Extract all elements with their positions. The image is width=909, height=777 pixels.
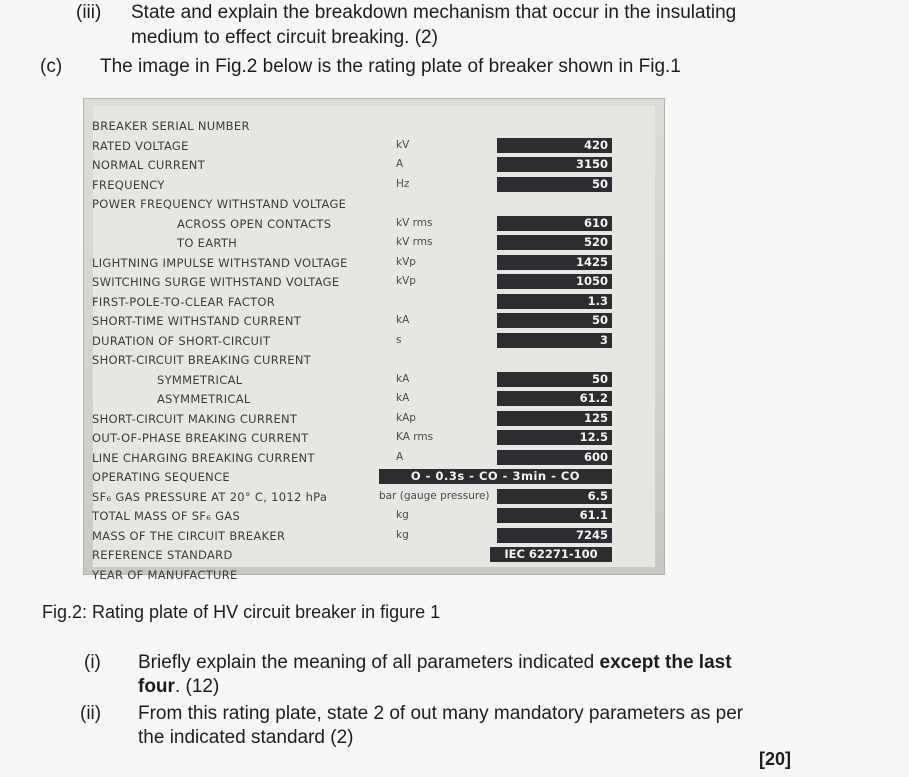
plate-row-unit: A — [396, 158, 404, 170]
plate-row-value: 50 — [497, 372, 612, 387]
plate-row-label: NORMAL CURRENT — [92, 158, 206, 172]
plate-row-value: 50 — [497, 313, 612, 328]
plate-row-label: OUT-OF-PHASE BREAKING CURRENT — [92, 431, 309, 445]
question-c — [0, 54, 909, 80]
figure-caption: Fig.2: Rating plate of HV circuit breaker in figure 1 — [42, 602, 441, 622]
plate-row-unit: Hz — [396, 177, 410, 190]
plate-row-label: ACROSS OPEN CONTACTS — [177, 216, 332, 231]
rating-plate-image — [83, 98, 665, 582]
plate-row-value: 1.3 — [497, 294, 612, 309]
question-c-number: (c) — [40, 56, 63, 77]
plate-row-value: 3150 — [497, 157, 612, 172]
plate-row-label: DURATION OF SHORT-CIRCUIT — [92, 333, 271, 348]
plate-row — [83, 332, 665, 350]
plate-row-value: 610 — [497, 216, 612, 231]
plate-row-value: O - 0.3s - CO - 3min - CO — [379, 469, 612, 484]
plate-row — [83, 176, 665, 194]
plate-row-value: 50 — [497, 177, 612, 192]
plate-row-label: POWER FREQUENCY WITHSTAND VOLTAGE — [92, 197, 347, 211]
question-i-line1 — [138, 651, 732, 675]
plate-row-label: RATED VOLTAGE — [92, 138, 189, 153]
question-c-text: The image in Fig.2 below is the rating plate of breaker shown in Fig.1 — [100, 56, 681, 77]
plate-row — [83, 293, 665, 311]
plate-row-unit: kA — [396, 372, 410, 385]
plate-row-unit: kAp — [396, 411, 416, 424]
plate-row-unit: KA rms — [396, 431, 434, 443]
plate-row — [83, 546, 665, 564]
plate-row — [83, 234, 665, 252]
total-marks: [20] — [758, 749, 791, 769]
plate-row-unit: s — [396, 333, 402, 346]
plate-row-value: 61.2 — [497, 391, 612, 406]
plate-row — [83, 566, 665, 584]
plate-row-label: ASYMMETRICAL — [157, 392, 251, 406]
plate-row-label: FREQUENCY — [92, 177, 165, 192]
plate-row-unit: kV — [396, 138, 410, 151]
question-i-tail: . (12) — [174, 676, 220, 697]
plate-row-label: SWITCHING SURGE WITHSTAND VOLTAGE — [92, 275, 340, 289]
plate-row — [83, 468, 665, 486]
plate-row — [83, 273, 665, 291]
plate-row — [83, 137, 665, 155]
question-ii-number: (ii) — [80, 703, 102, 724]
plate-row-value: 12.5 — [497, 430, 612, 445]
plate-row-unit: kVp — [396, 275, 416, 287]
plate-row — [83, 254, 665, 272]
plate-row — [83, 371, 665, 389]
question-i-number: (i) — [84, 652, 101, 673]
plate-row — [83, 312, 665, 330]
plate-row-label: SHORT-CIRCUIT MAKING CURRENT — [92, 411, 298, 426]
question-i-text: Briefly explain the meaning of all parameters indicated — [138, 652, 600, 673]
plate-row-value: 420 — [497, 138, 612, 153]
plate-row-value: IEC 62271-100 — [490, 547, 612, 562]
plate-row-value: 1425 — [497, 255, 612, 270]
plate-row-label: LINE CHARGING BREAKING CURRENT — [92, 450, 315, 465]
question-i-emphasis2: four — [138, 676, 175, 697]
plate-row-label: REFERENCE STANDARD — [92, 548, 233, 562]
plate-row — [83, 390, 665, 408]
plate-row-unit: kg — [396, 528, 409, 541]
plate-row-label: BREAKER SERIAL NUMBER — [92, 119, 250, 133]
plate-row-unit: kV rms — [396, 236, 433, 248]
question-ii-line1: From this rating plate, state 2 of out many mandatory parameters as per — [138, 703, 744, 724]
plate-row-value: 1050 — [497, 274, 612, 289]
plate-row-unit: kV rms — [396, 216, 433, 229]
plate-row-label: FIRST-POLE-TO-CLEAR FACTOR — [92, 294, 276, 309]
plate-row — [83, 351, 665, 369]
question-iii-number: (iii) — [76, 2, 102, 23]
plate-row-unit: kA — [396, 392, 410, 404]
question-i-emphasis: except the last — [599, 652, 732, 673]
plate-row — [83, 195, 665, 213]
question-iii — [0, 0, 909, 50]
plate-row — [83, 429, 665, 447]
question-i-line2 — [138, 675, 219, 699]
question-ii — [0, 701, 909, 751]
plate-row-unit: bar (gauge pressure) — [379, 489, 490, 502]
plate-row-label: TO EARTH — [177, 236, 238, 250]
plate-row — [83, 449, 665, 467]
plate-row-label: SF₆ GAS PRESSURE AT 20° C, 1012 hPa — [92, 489, 328, 504]
plate-row — [83, 215, 665, 233]
plate-row — [83, 527, 665, 545]
plate-row-unit: kg — [396, 509, 409, 521]
plate-row-label: LIGHTNING IMPULSE WITHSTAND VOLTAGE — [92, 255, 348, 270]
plate-row-value: 7245 — [497, 528, 612, 543]
question-i — [0, 650, 909, 700]
plate-row-label: OPERATING SEQUENCE — [92, 470, 230, 484]
question-iii-line2: medium to effect circuit breaking. (2) — [131, 27, 438, 48]
plate-row-unit: kVp — [396, 255, 416, 268]
plate-row-label: TOTAL MASS OF SF₆ GAS — [92, 509, 241, 523]
plate-row-label: MASS OF THE CIRCUIT BREAKER — [92, 528, 286, 543]
plate-row-value: 61.1 — [497, 508, 612, 523]
plate-row — [83, 488, 665, 506]
plate-row-label: SYMMETRICAL — [157, 372, 243, 387]
plate-row-value: 6.5 — [497, 489, 612, 504]
question-iii-line1: State and explain the breakdown mechanism that occur in the insulating — [131, 2, 737, 23]
plate-row-unit: kA — [396, 314, 410, 326]
question-ii-line2: the indicated standard (2) — [138, 727, 354, 748]
plate-row-value: 600 — [497, 450, 612, 465]
plate-row — [83, 156, 665, 174]
plate-row-label: SHORT-TIME WITHSTAND CURRENT — [92, 314, 302, 328]
plate-row-value: 3 — [497, 333, 612, 348]
plate-row — [83, 507, 665, 525]
plate-row-value: 125 — [497, 411, 612, 426]
plate-row-value: 520 — [497, 235, 612, 250]
plate-row-label: SHORT-CIRCUIT BREAKING CURRENT — [92, 353, 312, 367]
plate-row — [83, 117, 665, 135]
plate-row-unit: A — [396, 450, 404, 463]
plate-row-label: YEAR OF MANUFACTURE — [92, 567, 238, 582]
plate-row — [83, 410, 665, 428]
